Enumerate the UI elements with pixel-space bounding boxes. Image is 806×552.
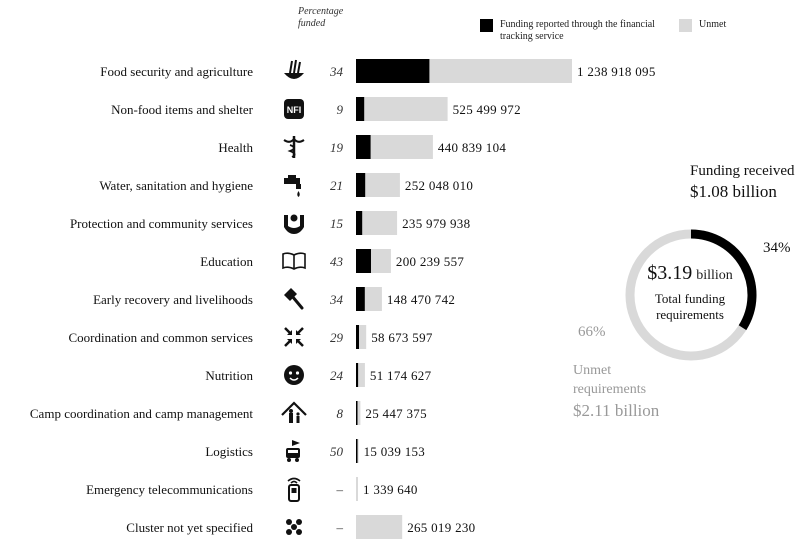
requirement-amount-label: 1 339 640	[363, 482, 418, 497]
percent-funded-label: 8	[336, 406, 343, 421]
dots-cluster-icon	[286, 519, 302, 535]
wheat-bowl-icon	[284, 60, 304, 79]
row-label: Food security and agriculture	[100, 64, 253, 79]
row-label: Nutrition	[205, 368, 253, 383]
requirement-amount-label: 525 499 972	[452, 102, 521, 117]
funded-bar	[356, 173, 365, 197]
funded-bar	[356, 59, 429, 83]
unmet-percentage: 66%	[578, 324, 606, 340]
percent-funded-label: 15	[330, 216, 343, 231]
requirement-amount-label: 235 979 938	[402, 216, 471, 231]
coordination-arrows-icon	[285, 328, 303, 346]
requirement-amount-label: 252 048 010	[404, 178, 474, 193]
caduceus-icon	[284, 136, 304, 158]
row-label: Emergency telecommunications	[86, 482, 253, 497]
water-tap-icon	[284, 175, 301, 197]
row-label: Camp coordination and camp management	[29, 406, 253, 421]
row-label: Water, sanitation and hygiene	[99, 178, 253, 193]
percent-funded-label: –	[336, 520, 343, 535]
funded-bar	[356, 401, 358, 425]
hammer-icon	[284, 288, 302, 308]
funded-bar	[356, 287, 365, 311]
requirement-amount-label: 58 673 597	[371, 330, 433, 345]
funded-bar	[356, 135, 371, 159]
book-icon	[283, 253, 305, 269]
percent-funded-label: 43	[330, 254, 343, 269]
requirement-amount-label: 51 174 627	[369, 368, 432, 383]
total-amount: $3.19	[647, 262, 693, 284]
requirement-amount-label: 1 238 918 095	[577, 64, 656, 79]
row-label: Early recovery and livelihoods	[93, 292, 253, 307]
percent-funded-label: 21	[330, 178, 343, 193]
row-label: Cluster not yet specified	[126, 520, 253, 535]
requirement-amount-label: 15 039 153	[363, 444, 426, 459]
donut-center-text	[620, 262, 760, 323]
unmet-bar	[356, 477, 358, 501]
row-label: Protection and community services	[69, 216, 253, 231]
percent-funded-label: 50	[330, 444, 343, 459]
row-label: Health	[218, 140, 253, 155]
row-label: Education	[200, 254, 253, 269]
percent-funded-label: 24	[330, 368, 343, 383]
radio-phone-icon	[288, 479, 300, 502]
funded-bar	[356, 325, 359, 349]
funded-bar	[356, 249, 371, 273]
percent-funded-label: 19	[330, 140, 343, 155]
nfi-icon	[284, 99, 304, 119]
requirement-amount-label: 25 447 375	[365, 406, 427, 421]
truck-plane-icon	[286, 440, 300, 462]
unmet-requirements-label: Unmet requirements	[573, 363, 647, 397]
percent-funded-label: 29	[330, 330, 343, 345]
protection-hands-icon	[284, 215, 304, 235]
funded-bar	[356, 439, 358, 463]
unmet-requirements-value: $2.11 billion	[573, 401, 660, 420]
total-unit: billion	[696, 268, 733, 283]
svg-text:NFI: NFI	[286, 105, 302, 115]
row-label: Logistics	[205, 444, 253, 459]
funded-bar	[356, 363, 358, 387]
unmet-bar	[356, 97, 448, 121]
percent-funded-label: 34	[330, 292, 343, 307]
total-label: Total funding requirements	[654, 291, 726, 322]
requirement-amount-label: 440 839 104	[437, 140, 507, 155]
percent-funded-label: 9	[336, 102, 343, 117]
legend-funded-label: Funding reported through the financial tracking service	[500, 19, 655, 42]
requirement-amount-label: 148 470 742	[386, 292, 456, 307]
child-face-icon	[284, 365, 304, 385]
funded-bar	[356, 97, 364, 121]
funding-received-value: $1.08 billion	[690, 182, 777, 201]
requirement-amount-label: 265 019 230	[407, 520, 476, 535]
funding-received-label: Funding received	[690, 163, 795, 179]
row-label: Coordination and common services	[68, 330, 253, 345]
unmet-bar	[356, 515, 402, 539]
legend-heading: Percentage funded	[298, 6, 344, 29]
requirement-amount-label: 200 239 557	[395, 254, 465, 269]
percent-funded-label: 34	[330, 64, 343, 79]
funded-bar	[356, 211, 362, 235]
row-label: Non-food items and shelter	[111, 102, 253, 117]
funded-percentage: 34%	[763, 240, 791, 256]
percent-funded-label: –	[336, 482, 343, 497]
camp-family-icon	[282, 403, 306, 423]
legend-unmet-label: Unmet	[699, 19, 727, 30]
